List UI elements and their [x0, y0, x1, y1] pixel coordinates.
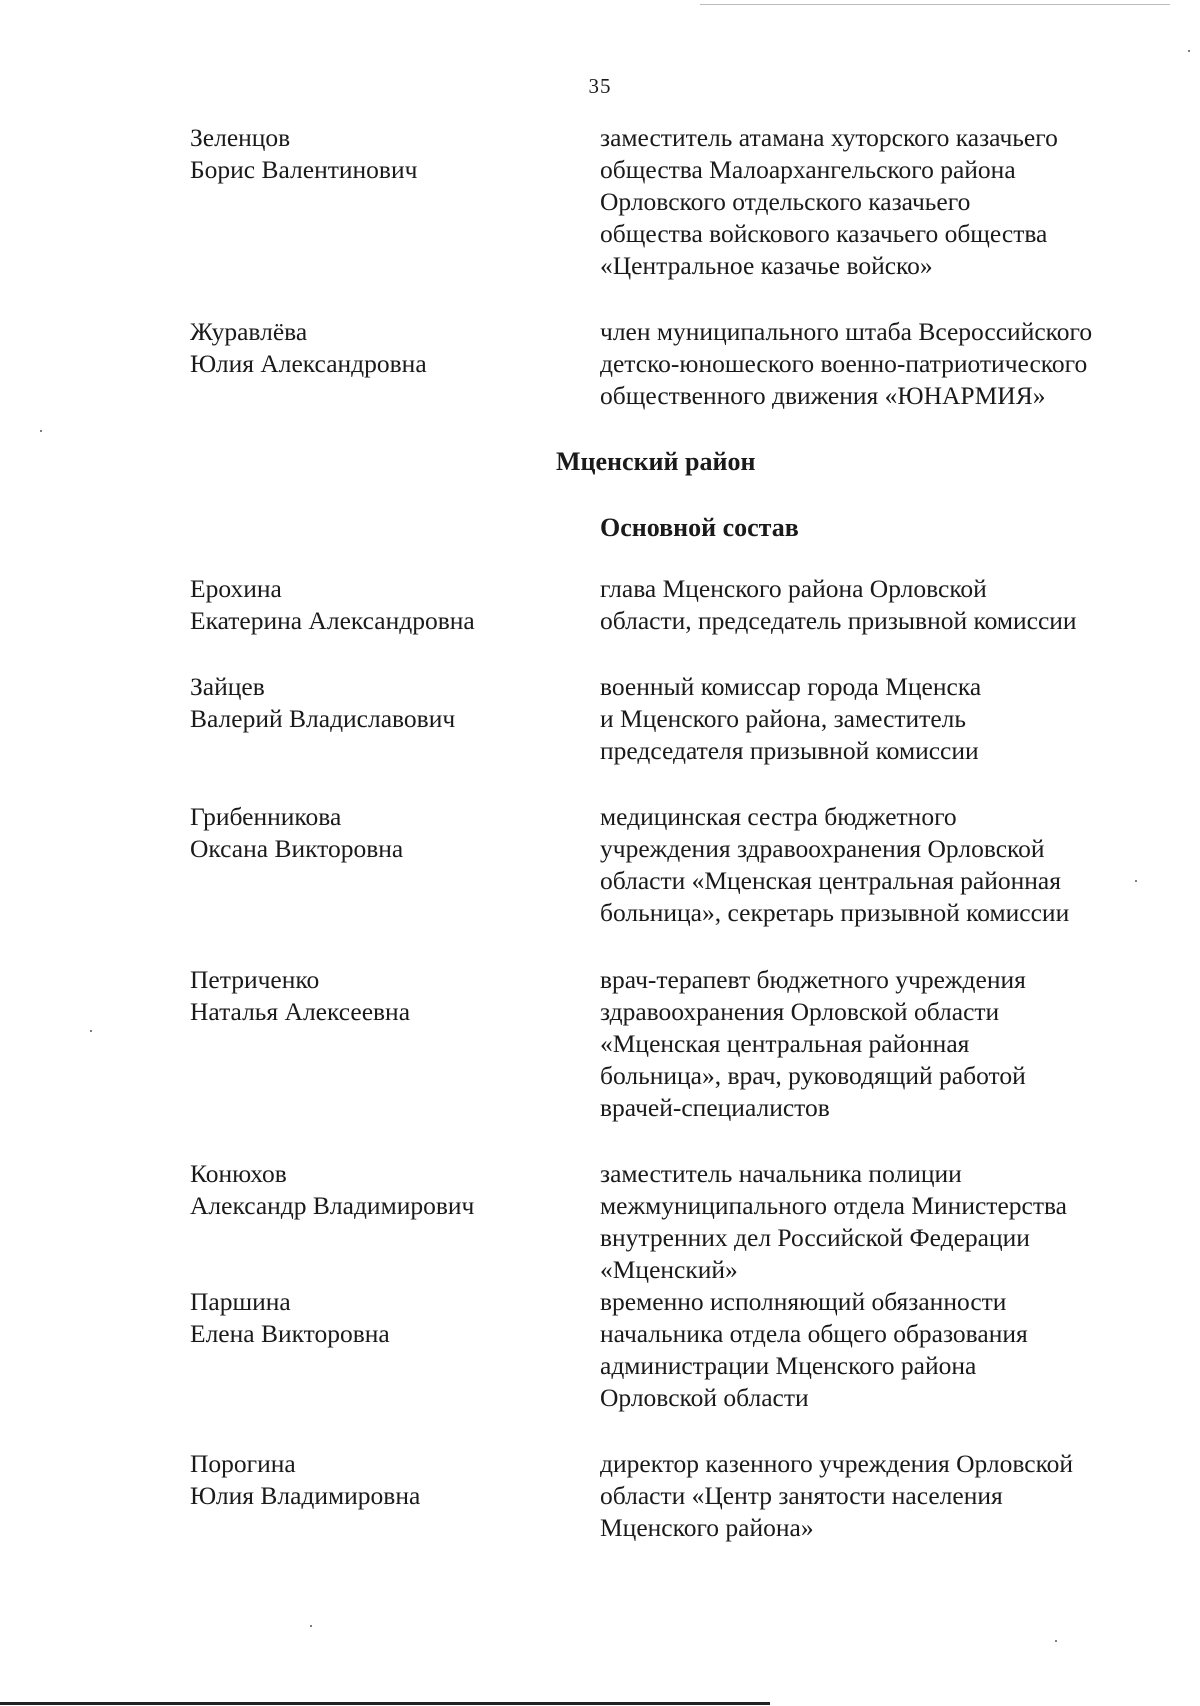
- member-position-line: председателя призывной комиссии: [600, 736, 979, 765]
- scan-speck: [1188, 50, 1190, 52]
- member-position-line: здравоохранения Орловской области: [600, 997, 1000, 1026]
- member-position-line: детско-юношеского военно-патриотического: [600, 349, 1088, 378]
- subsection-title: Основной состав: [600, 513, 799, 542]
- member-position-line: член муниципального штаба Всероссийского: [600, 317, 1093, 346]
- member-position-line: врач-терапевт бюджетного учреждения: [600, 965, 1026, 994]
- scan-speck: [1135, 880, 1137, 882]
- member-given-names: Валерий Владиславович: [190, 704, 456, 733]
- member-position-line: начальника отдела общего образования: [600, 1319, 1028, 1348]
- member-position-line: Орловского отдельского казачьего: [600, 187, 971, 216]
- top-edge-rule: [700, 4, 1170, 5]
- member-surname: Конюхов: [190, 1159, 287, 1188]
- member-position-line: внутренних дел Российской Федерации: [600, 1223, 1030, 1252]
- member-position-line: общества войскового казачьего общества: [600, 219, 1048, 248]
- member-position-line: области «Мценская центральная районная: [600, 866, 1061, 895]
- member-position-line: заместитель начальника полиции: [600, 1159, 962, 1188]
- member-given-names: Екатерина Александровна: [190, 606, 475, 635]
- member-given-names: Александр Владимирович: [190, 1191, 475, 1220]
- member-position-line: Орловской области: [600, 1383, 809, 1412]
- member-surname: Паршина: [190, 1287, 291, 1316]
- section-title: Мценский район: [556, 447, 756, 476]
- member-given-names: Юлия Александровна: [190, 349, 427, 378]
- member-position-line: больница», врач, руководящий работой: [600, 1061, 1026, 1090]
- member-position-line: общественного движения «ЮНАРМИЯ»: [600, 381, 1046, 410]
- member-position-line: «Мценская центральная районная: [600, 1029, 970, 1058]
- member-position-line: «Мценский»: [600, 1255, 738, 1284]
- scan-speck: [90, 1030, 92, 1032]
- member-position-line: области «Центр занятости населения: [600, 1481, 1003, 1510]
- scan-speck: [1055, 1640, 1057, 1642]
- member-surname: Петриченко: [190, 965, 320, 994]
- member-position-line: области, председатель призывной комиссии: [600, 606, 1077, 635]
- member-surname: Порогина: [190, 1449, 296, 1478]
- scan-speck: [310, 1625, 312, 1627]
- member-position-line: администрации Мценского района: [600, 1351, 977, 1380]
- member-surname: Зайцев: [190, 672, 265, 701]
- member-position-line: заместитель атамана хуторского казачьего: [600, 123, 1058, 152]
- member-surname: Ерохина: [190, 574, 282, 603]
- member-position-line: директор казенного учреждения Орловской: [600, 1449, 1074, 1478]
- page-number: 35: [588, 74, 612, 98]
- member-position-line: учреждения здравоохранения Орловской: [600, 834, 1045, 863]
- member-given-names: Борис Валентинович: [190, 155, 418, 184]
- member-given-names: Юлия Владимировна: [190, 1481, 421, 1510]
- member-position-line: Мценского района»: [600, 1513, 814, 1542]
- member-position-line: межмуниципального отдела Министерства: [600, 1191, 1067, 1220]
- member-given-names: Елена Викторовна: [190, 1319, 390, 1348]
- member-surname: Грибенникова: [190, 802, 342, 831]
- member-surname: Зеленцов: [190, 123, 291, 152]
- bottom-edge-rule: [0, 1702, 770, 1705]
- member-position-line: и Мценского района, заместитель: [600, 704, 967, 733]
- member-position-line: военный комиссар города Мценска: [600, 672, 982, 701]
- member-position-line: общества Малоархангельского района: [600, 155, 1016, 184]
- member-given-names: Наталья Алексеевна: [190, 997, 411, 1026]
- member-position-line: «Центральное казачье войско»: [600, 251, 933, 280]
- member-position-line: больница», секретарь призывной комиссии: [600, 898, 1070, 927]
- member-position-line: врачей-специалистов: [600, 1093, 830, 1122]
- member-position-line: глава Мценского района Орловской: [600, 574, 987, 603]
- member-given-names: Оксана Викторовна: [190, 834, 404, 863]
- scan-speck: [40, 430, 42, 432]
- member-surname: Журавлёва: [190, 317, 308, 346]
- member-position-line: медицинская сестра бюджетного: [600, 802, 957, 831]
- member-position-line: временно исполняющий обязанности: [600, 1287, 1007, 1316]
